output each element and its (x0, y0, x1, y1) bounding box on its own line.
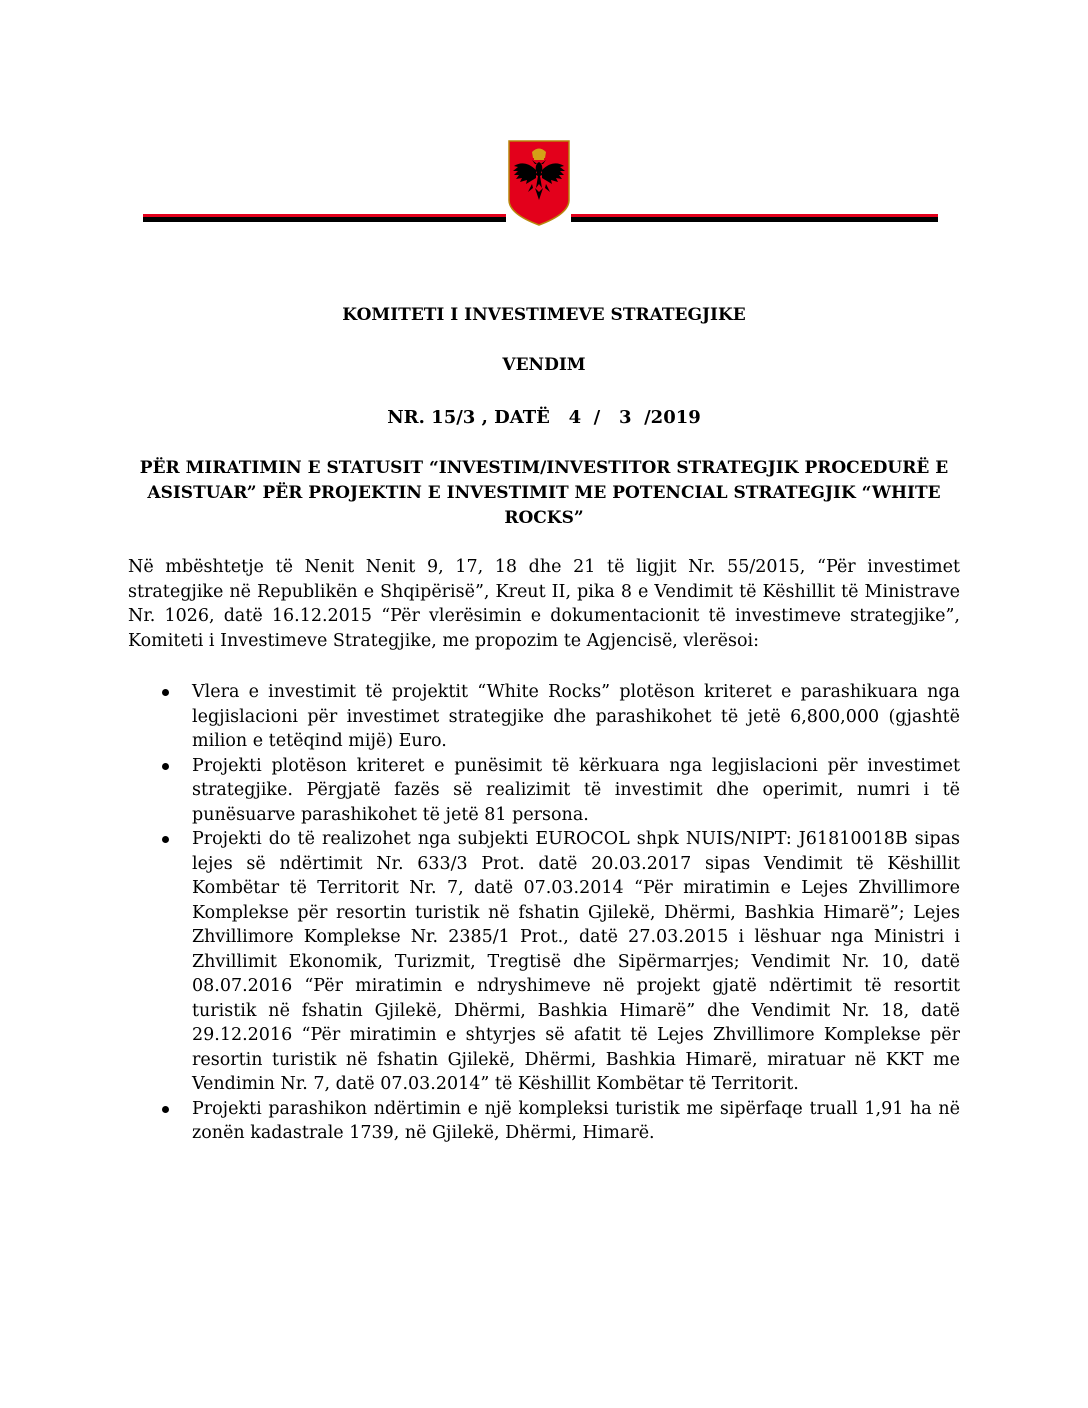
coat-of-arms-icon (508, 140, 570, 226)
header-rule-left (143, 214, 506, 222)
list-item-text: Projekti parashikon ndërtimin e një kompleksi turistik me sipërfaqe truall 1,91 ha në zonën kadastrale 1739, në Gjilekë, Dhërmi, Himarë. (192, 1098, 960, 1143)
intro-paragraph: Në mbështetje të Nenit Nenit 9, 17, 18 dhe 21 të ligjit Nr. 55/2015, “Për investimet strategjike në Republikën e Shqipërisë”, Kreut II, pika 8 e Vendimit të Këshillit të Ministrave Nr. 1026, datë 16.12.2015 “Për vlerësimin e dokumentacionit të investimeve strategjike”, Komiteti i Investimeve Strategjike, me propozim te Agjencisë, vlerësoi: (128, 557, 960, 651)
letterhead (0, 130, 1088, 235)
document-type: VENDIM (502, 355, 586, 375)
list-item (128, 827, 960, 1097)
list-item-text: Projekti do të realizohet nga subjekti EUROCOL shpk NUIS/NIPT: J61810018B sipas lejes së ndërtimit Nr. 633/3 Prot. datë 20.03.2017 sipas Vendimit të Këshillit Kombëtar të Territorit Nr. 7, datë 07.03.2014 “Për miratimin e Lejes Zhvillimore Komplekse për resortin turistik në fshatin Gjilekë, Dhërmi, Bashkia Himarë”; Lejes Zhvillimore Komplekse Nr. 2385/1 Prot., datë 27.03.2015 i lëshuar nga Ministri i Zhvillimit Ekonomik, Turizmit, Tregtisë dhe Sipërmarrjes; Vendimit Nr. 10, datë 08.07.2016 “Për miratimin e ndryshimeve në projekt gjatë ndërtimit të resortit turistik në fshatin Gjilekë, Dhërmi, Bashkia Himarë” dhe Vendimit Nr. 18, datë 29.12.2016 “Për miratimin e shtyrjes së afatit të Lejes Zhvillimore Komplekse për resortin turistik në fshatin Gjilekë, Dhërmi, Bashkia Himarë, miratuar në KKT me Vendimin Nr. 7, datë 07.03.2014” të Këshillit Kombëtar të Territorit. (192, 829, 960, 1094)
bullet-icon (162, 689, 169, 696)
header-rule-right (571, 214, 938, 222)
decision-subject: PËR MIRATIMIN E STATUSIT “INVESTIM/INVESTITOR STRATEGJIK PROCEDURË E ASISTUAR” PËR PROJEKTIN E INVESTIMIT ME POTENCIAL STRATEGJIK “WHITE ROCKS” (139, 458, 949, 528)
list-item (128, 680, 960, 754)
list-item-text: Vlera e investimit të projektit “White Rocks” plotëson kriteret e parashikuara nga legjislacioni për investimet strategjike dhe parashikohet të jetë 6,800,000 (gjashtë milion e tetëqind mijë) Euro. (192, 682, 960, 751)
committee-title: KOMITETI I INVESTIMEVE STRATEGJIKE (342, 305, 746, 325)
bullet-icon (162, 836, 169, 843)
evaluation-list (128, 680, 960, 1146)
bullet-icon (162, 763, 169, 770)
list-item-text: Projekti plotëson kriteret e punësimit të kërkuara nga legjislacioni për investimet strategjike. Përgjatë fazës së realizimit të investimit dhe operimit, numri i të punësuarve parashikohet të jetë 81 persona. (192, 755, 960, 825)
list-item (128, 1097, 960, 1146)
list-item (128, 754, 960, 828)
decision-number: NR. 15/3 , DATË 4 / 3 /2019 (387, 407, 701, 428)
bullet-icon (162, 1106, 169, 1113)
